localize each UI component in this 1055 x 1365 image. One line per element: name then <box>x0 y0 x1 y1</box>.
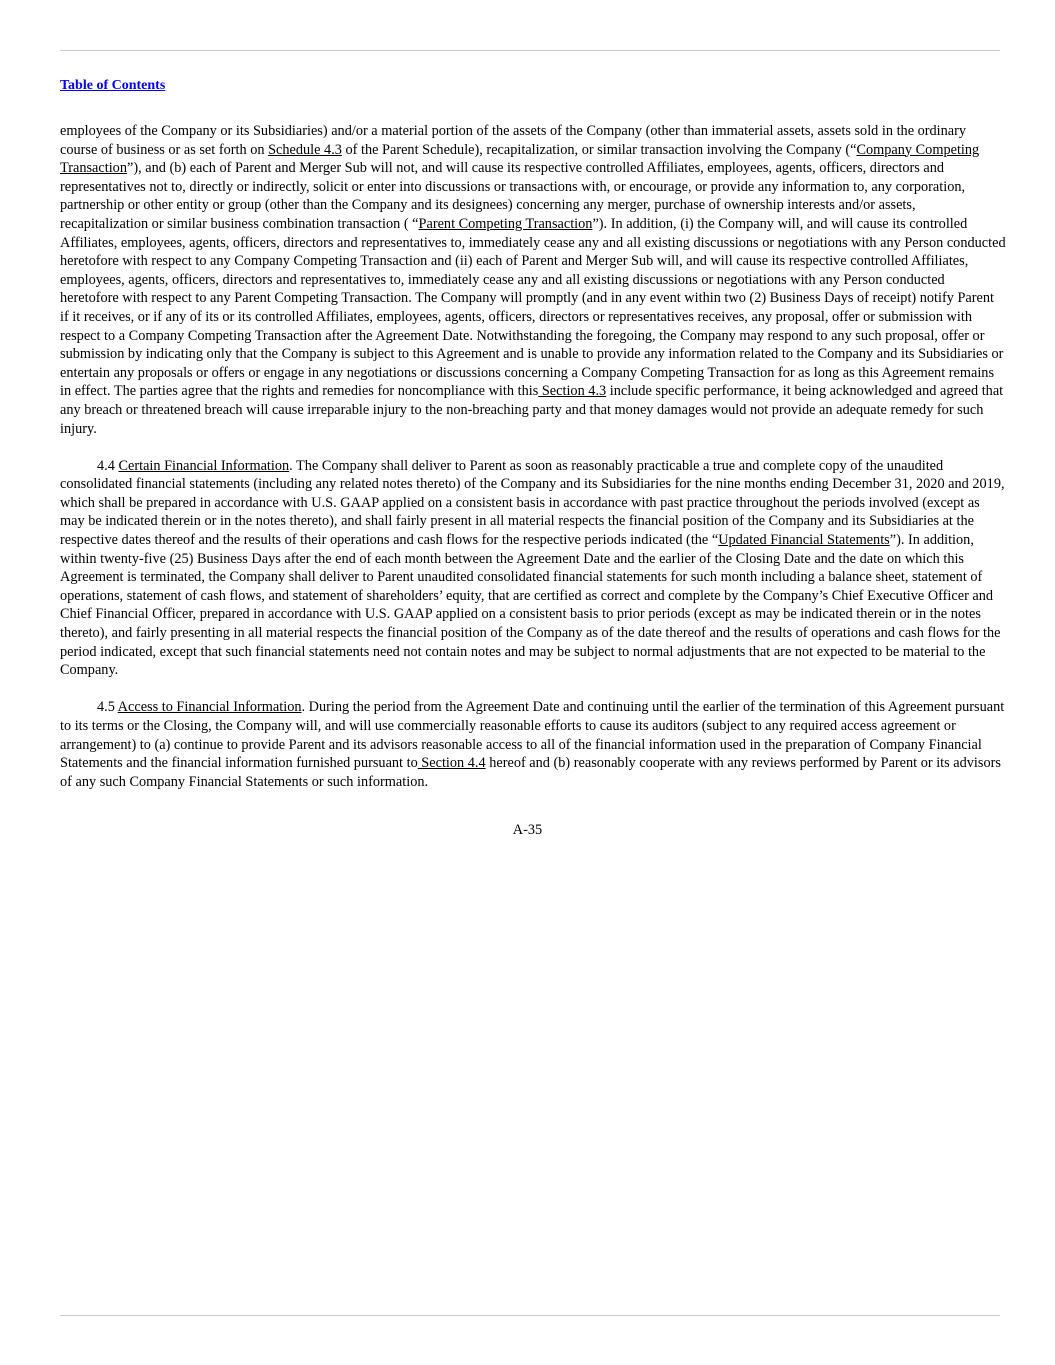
section-reference: Section 4.4 <box>417 755 486 772</box>
text-run: ”), and (b) each of Parent and Merger Sub will not, and will cause its respective controlled Affiliates, employees, agents, officers, directors and representatives not to, directly or indirectly, solicit or enter into discussions or transactions with, or encourage, or provide any information to, any corporation, partnership or other entity or group (other than the Company and its designees) concerning any merger, purchase of ownership interests and/or assets, recapitalization or similar business combination transaction ( “ <box>60 160 966 232</box>
section-number: 4.4 <box>97 457 119 474</box>
section-number: 4.5 <box>97 699 118 716</box>
section-4-4-paragraph <box>60 457 1006 680</box>
text-run: ”). In addition, within twenty-five (25) Business Days after the end of each month between the Agreement Date and the earlier of the Closing Date and the date on which this Agreement is terminated, the Company shall deliver to Parent unaudited consolidated financial statements for such month including a balance sheet, statement of operations, statement of cash flows, and statement of shareholders’ equity, that are certified as correct and complete by the Company’s Chief Executive Officer and Chief Financial Officer, prepared in accordance with U.S. GAAP applied on a consistent basis to prior periods (except as may be indicated therein or in the notes thereto), and fairly presenting in all material respects the financial position of the Company as of the date thereof and the results of operations and cash flows for the period indicated, except that such financial statements need not contain notes and may be subject to normal adjustments that are not expected to be material to the Company. <box>60 532 1001 679</box>
document-body <box>60 122 1006 810</box>
section-reference: Section 4.3 <box>538 383 607 400</box>
defined-term: Updated Financial Statements <box>718 532 890 549</box>
text-run: employees of the Company or its Subsidiaries) and/or a material portion of the assets of the Company (other than immaterial assets, assets sold in the ordinary course of business or as set forth on <box>60 123 967 158</box>
text-run: hereof and (b) reasonably cooperate with any reviews performed by Parent or its advisors of any such Company Financial Statements or such information. <box>60 755 1001 790</box>
top-divider <box>60 50 1000 51</box>
text-run: include specific performance, it being acknowledged and agreed that any breach or threatened breach will cause irreparable injury to the non-breaching party and that money damages would not provide an adequate remedy for such injury. <box>60 383 1004 437</box>
defined-term: Parent Competing Transaction <box>418 215 593 232</box>
bottom-divider <box>60 1315 1000 1316</box>
text-run: of the Parent Schedule), recapitalization, or similar transaction involving the Company (“ <box>341 141 857 158</box>
text-run: . The Company shall deliver to Parent as soon as reasonably practicable a true and complete copy of the unaudited consolidated financial statements (including any related notes thereto) of the Company and its Subsidiaries for the nine months ending December 31, 2020 and 2019, which shall be prepared in accordance with U.S. GAAP applied on a consistent basis in accordance with past practice throughout the periods involved (except as may be indicated therein or in the notes thereto), and shall fairly present in all material respects the financial position of the Company and its Subsidiaries at the respective dates thereof and the results of their operations and cash flows for the respective periods indicated (the “ <box>60 457 1005 549</box>
section-heading: Access to Financial Information <box>117 699 302 716</box>
table-of-contents-link[interactable]: Table of Contents <box>60 78 166 93</box>
text-run: . During the period from the Agreement Date and continuing until the earlier of the termination of this Agreement pursuant to its terms or the Closing, the Company will, and will use commercially reasonable efforts to cause its auditors (subject to any required access agreement or arrangement) to (a) continue to provide Parent and its advisors reasonable access to all of the financial information used in the preparation of Company Financial Statements and the financial information furnished pursuant to <box>60 699 1005 772</box>
schedule-reference: Schedule 4.3 <box>268 141 342 158</box>
section-4-5-paragraph <box>60 698 1006 791</box>
defined-term: Company Competing Transaction <box>60 141 980 177</box>
paragraph-continuation <box>60 122 1006 438</box>
text-run: ”). In addition, (i) the Company will, and will cause its controlled Affiliates, employees, agents, officers, directors and representatives to, immediately cease any and all existing discussions or negotiations with any Person conducted heretofore with respect to any Company Competing Transaction and (ii) each of Parent and Merger Sub will, and will cause its respective controlled Affiliates, employees, agents, officers, directors and representatives to, immediately cease any and all existing discussions or negotiations with any Person conducted heretofore with respect to any Parent Competing Transaction. The Company will promptly (and in any event within two (2) Business Days of receipt) notify Parent if it receives, or if any of its or its controlled Affiliates, employees, agents, officers, directors or representatives receives, any proposal, offer or submission with respect to a Company Competing Transaction after the Agreement Date. Notwithstanding the foregoing, the Company may respond to any such proposal, offer or submission by indicating only that the Company is subject to this Agreement and is unable to provide any information related to the Company and its Subsidiaries or entertain any proposals or offers or engage in any negotiations or discussions concerning a Company Competing Transaction for as long as this Agreement remains in effect. The parties agree that the rights and remedies for noncompliance with this <box>60 215 1006 400</box>
page-number: A-35 <box>512 822 543 838</box>
section-heading: Certain Financial Information <box>118 457 290 474</box>
